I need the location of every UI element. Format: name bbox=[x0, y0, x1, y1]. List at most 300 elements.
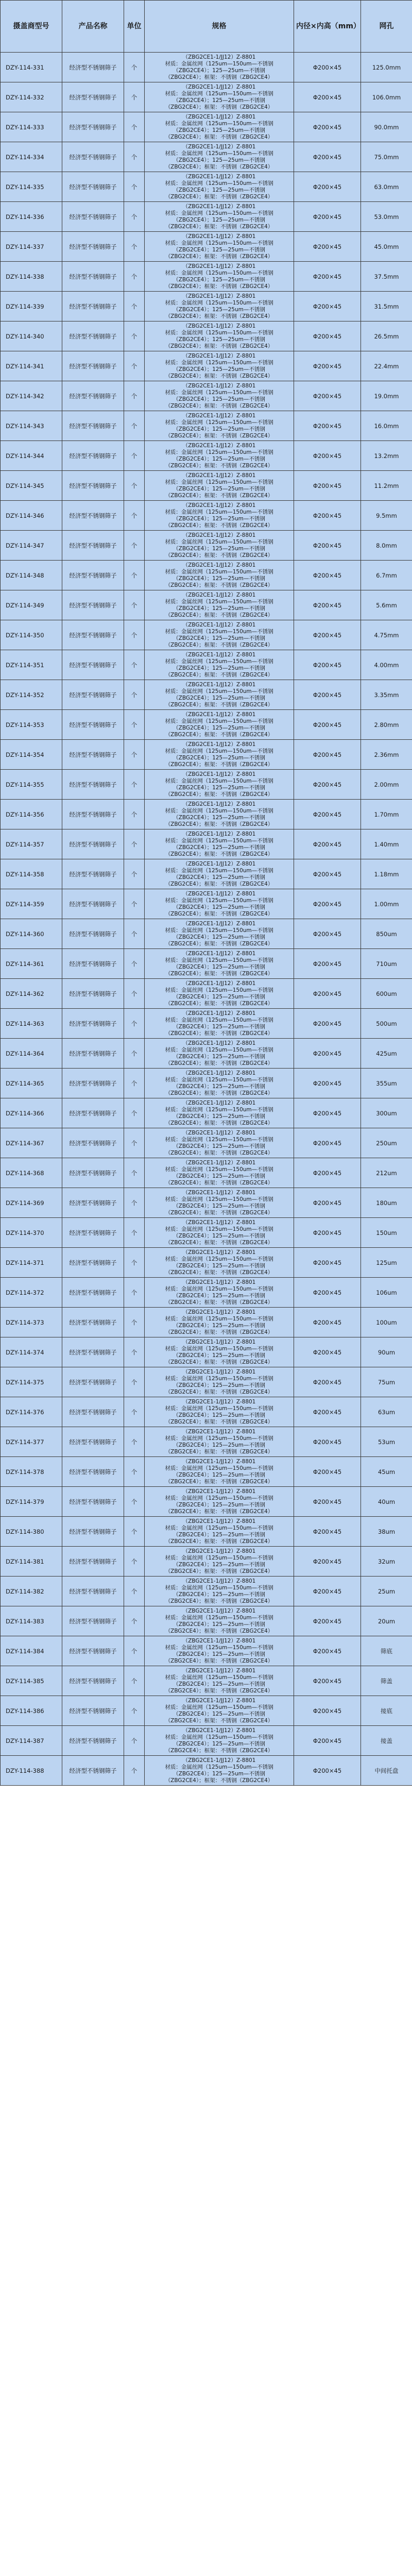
product-mesh: 90um bbox=[361, 1337, 412, 1367]
product-size: Φ200×45 bbox=[294, 740, 361, 770]
product-spec bbox=[145, 1308, 294, 1337]
product-mesh: 2.00mm bbox=[361, 770, 412, 800]
product-mesh: 20um bbox=[361, 1606, 412, 1636]
spec-line: （ZBG2CE1-1/JJ12）Z-8801 bbox=[182, 1099, 256, 1106]
product-code: DZY-114-382 bbox=[1, 1577, 62, 1606]
spec-line: （ZBG2CE1-1/JJ12）Z-8801 bbox=[182, 711, 256, 718]
product-mesh: 8.0mm bbox=[361, 531, 412, 561]
product-spec bbox=[145, 1487, 294, 1517]
product-spec bbox=[145, 1606, 294, 1636]
product-code: DZY-114-360 bbox=[1, 919, 62, 949]
spec-line: （ZBG2CE1-1/JJ12）Z-8801 bbox=[182, 1757, 256, 1764]
product-mesh: 16.0mm bbox=[361, 411, 412, 441]
product-code: DZY-114-361 bbox=[1, 949, 62, 979]
product-name: 经济型不锈钢筛子 bbox=[62, 710, 124, 740]
product-name: 经济型不锈钢筛子 bbox=[62, 471, 124, 501]
product-size: Φ200×45 bbox=[294, 1069, 361, 1098]
product-mesh: 32um bbox=[361, 1547, 412, 1577]
product-unit: 个 bbox=[124, 1397, 145, 1427]
product-size: Φ200×45 bbox=[294, 1427, 361, 1457]
product-unit: 个 bbox=[124, 859, 145, 889]
product-name: 经济型不锈钢筛子 bbox=[62, 949, 124, 979]
product-name: 经济型不锈钢筛子 bbox=[62, 501, 124, 531]
spec-line: （ZBG2CE1-1/JJ12）Z-8801 bbox=[182, 323, 256, 329]
product-unit: 个 bbox=[124, 650, 145, 680]
spec-line: （ZBG2CE4）；125—25um—不锈钢 bbox=[173, 545, 265, 552]
spec-line: 材质：金属丝网（125um—150um—不锈钢 bbox=[165, 1016, 273, 1023]
product-name: 经济型不锈钢筛子 bbox=[62, 202, 124, 232]
product-code: DZY-114-338 bbox=[1, 262, 62, 292]
spec-line: （ZBG2CE4）；框架：不锈钢（ZBG2CE4） bbox=[165, 1687, 273, 1694]
product-unit: 个 bbox=[124, 1098, 145, 1128]
product-name: 经济型不锈钢筛子 bbox=[62, 1547, 124, 1577]
product-name: 经济型不锈钢筛子 bbox=[62, 1636, 124, 1666]
spec-line: （ZBG2CE1-1/JJ12）Z-8801 bbox=[182, 1279, 256, 1285]
product-unit: 个 bbox=[124, 112, 145, 142]
spec-line: 材质：金属丝网（125um—150um—不锈钢 bbox=[165, 837, 273, 844]
product-name: 经济型不锈钢筛子 bbox=[62, 650, 124, 680]
product-unit: 个 bbox=[124, 411, 145, 441]
product-spec bbox=[145, 979, 294, 1009]
spec-line: 材质：金属丝网（125um—150um—不锈钢 bbox=[165, 1465, 273, 1471]
spec-line: （ZBG2CE4）；125—25um—不锈钢 bbox=[173, 1053, 265, 1060]
product-size: Φ200×45 bbox=[294, 531, 361, 561]
product-size: Φ200×45 bbox=[294, 1547, 361, 1577]
header-mesh: 网孔 bbox=[361, 1, 412, 53]
product-mesh: 125.0mm bbox=[361, 53, 412, 82]
spec-line: （ZBG2CE4）；125—25um—不锈钢 bbox=[173, 1202, 265, 1209]
product-mesh: 600um bbox=[361, 979, 412, 1009]
product-mesh: 1.40mm bbox=[361, 829, 412, 859]
spec-line: （ZBG2CE1-1/JJ12）Z-8801 bbox=[182, 980, 256, 987]
spec-line: （ZBG2CE4）；125—25um—不锈钢 bbox=[173, 336, 265, 343]
spec-line: （ZBG2CE1-1/JJ12）Z-8801 bbox=[182, 860, 256, 867]
product-spec bbox=[145, 1337, 294, 1367]
spec-line: （ZBG2CE4）；125—25um—不锈钢 bbox=[173, 814, 265, 821]
spec-line: 材质：金属丝网（125um—150um—不锈钢 bbox=[165, 90, 273, 97]
product-spec bbox=[145, 1128, 294, 1158]
spec-line: 材质：金属丝网（125um—150um—不锈钢 bbox=[165, 299, 273, 306]
table-row bbox=[1, 232, 412, 262]
product-mesh: 300um bbox=[361, 1098, 412, 1128]
spec-line: （ZBG2CE4）；125—25um—不锈钢 bbox=[173, 1770, 265, 1777]
spec-line: （ZBG2CE4）；125—25um—不锈钢 bbox=[173, 993, 265, 1000]
product-size: Φ200×45 bbox=[294, 82, 361, 112]
product-spec bbox=[145, 1397, 294, 1427]
table-row bbox=[1, 1188, 412, 1218]
product-code: DZY-114-363 bbox=[1, 1009, 62, 1039]
spec-line: （ZBG2CE1-1/JJ12）Z-8801 bbox=[182, 1578, 256, 1584]
product-mesh: 4.00mm bbox=[361, 650, 412, 680]
spec-line: 材质：金属丝网（125um—150um—不锈钢 bbox=[165, 628, 273, 635]
product-spec bbox=[145, 1278, 294, 1308]
table-row bbox=[1, 1756, 412, 1786]
product-mesh: 500um bbox=[361, 1009, 412, 1039]
spec-line: 材质：金属丝网（125um—150um—不锈钢 bbox=[165, 1524, 273, 1531]
product-unit: 个 bbox=[124, 1069, 145, 1098]
spec-line: （ZBG2CE4）；125—25um—不锈钢 bbox=[173, 665, 265, 671]
spec-line: 材质：金属丝网（125um—150um—不锈钢 bbox=[165, 1584, 273, 1591]
product-spec bbox=[145, 680, 294, 710]
product-mesh: 106.0mm bbox=[361, 82, 412, 112]
product-name: 经济型不锈钢筛子 bbox=[62, 1128, 124, 1158]
spec-line: （ZBG2CE4）；框架：不锈钢（ZBG2CE4） bbox=[165, 1329, 273, 1335]
product-name: 经济型不锈钢筛子 bbox=[62, 859, 124, 889]
spec-line: （ZBG2CE4）；框架：不锈钢（ZBG2CE4） bbox=[165, 462, 273, 469]
table-row bbox=[1, 82, 412, 112]
spec-line: （ZBG2CE4）；框架：不锈钢（ZBG2CE4） bbox=[165, 1030, 273, 1037]
spec-line: （ZBG2CE1-1/JJ12）Z-8801 bbox=[182, 1548, 256, 1554]
table-row bbox=[1, 1009, 412, 1039]
spec-line: 材质：金属丝网（125um—150um—不锈钢 bbox=[165, 598, 273, 605]
product-mesh: 31.5mm bbox=[361, 292, 412, 321]
table-row bbox=[1, 1577, 412, 1606]
product-code: DZY-114-343 bbox=[1, 411, 62, 441]
table-row bbox=[1, 859, 412, 889]
spec-line: （ZBG2CE1-1/JJ12）Z-8801 bbox=[182, 1368, 256, 1375]
spec-line: （ZBG2CE4）；125—25um—不锈钢 bbox=[173, 485, 265, 492]
product-name: 经济型不锈钢筛子 bbox=[62, 1218, 124, 1248]
spec-line: （ZBG2CE1-1/JJ12）Z-8801 bbox=[182, 741, 256, 748]
product-code: DZY-114-336 bbox=[1, 202, 62, 232]
product-size: Φ200×45 bbox=[294, 292, 361, 321]
table-row bbox=[1, 1397, 412, 1427]
spec-line: （ZBG2CE1-1/JJ12）Z-8801 bbox=[182, 831, 256, 837]
table-row bbox=[1, 1517, 412, 1547]
product-name: 经济型不锈钢筛子 bbox=[62, 82, 124, 112]
product-unit: 个 bbox=[124, 381, 145, 411]
product-size: Φ200×45 bbox=[294, 770, 361, 800]
product-code: DZY-114-344 bbox=[1, 441, 62, 471]
spec-line: 材质：金属丝网（125um—150um—不锈钢 bbox=[165, 269, 273, 276]
spec-line: （ZBG2CE4）；125—25um—不锈钢 bbox=[173, 1681, 265, 1687]
product-unit: 个 bbox=[124, 1756, 145, 1786]
table-row bbox=[1, 172, 412, 202]
product-unit: 个 bbox=[124, 590, 145, 620]
spec-line: （ZBG2CE4）；框架：不锈钢（ZBG2CE4） bbox=[165, 1568, 273, 1574]
product-name: 经济型不锈钢筛子 bbox=[62, 1098, 124, 1128]
table-row bbox=[1, 829, 412, 859]
product-mesh: 180um bbox=[361, 1188, 412, 1218]
spec-line: （ZBG2CE4）；125—25um—不锈钢 bbox=[173, 455, 265, 462]
spec-line: （ZBG2CE4）；框架：不锈钢（ZBG2CE4） bbox=[165, 283, 273, 290]
product-unit: 个 bbox=[124, 740, 145, 770]
product-spec bbox=[145, 1457, 294, 1487]
spec-line: （ZBG2CE4）；125—25um—不锈钢 bbox=[173, 1531, 265, 1538]
product-name: 经济型不锈钢筛子 bbox=[62, 1039, 124, 1069]
spec-line: （ZBG2CE1-1/JJ12）Z-8801 bbox=[182, 1697, 256, 1704]
table-row bbox=[1, 1487, 412, 1517]
product-size: Φ200×45 bbox=[294, 112, 361, 142]
spec-line: （ZBG2CE4）；框架：不锈钢（ZBG2CE4） bbox=[165, 1149, 273, 1156]
product-spec bbox=[145, 800, 294, 829]
spec-line: （ZBG2CE4）；框架：不锈钢（ZBG2CE4） bbox=[165, 761, 273, 768]
product-size: Φ200×45 bbox=[294, 590, 361, 620]
product-unit: 个 bbox=[124, 829, 145, 859]
product-spec bbox=[145, 82, 294, 112]
spec-line: （ZBG2CE1-1/JJ12）Z-8801 bbox=[182, 1727, 256, 1734]
spec-line: 材质：金属丝网（125um—150um—不锈钢 bbox=[165, 1734, 273, 1740]
product-size: Φ200×45 bbox=[294, 1128, 361, 1158]
spec-line: （ZBG2CE4）；框架：不锈钢（ZBG2CE4） bbox=[165, 701, 273, 708]
spec-line: （ZBG2CE4）；125—25um—不锈钢 bbox=[173, 246, 265, 253]
spec-line: （ZBG2CE4）；框架：不锈钢（ZBG2CE4） bbox=[165, 1060, 273, 1066]
product-code: DZY-114-342 bbox=[1, 381, 62, 411]
product-name: 经济型不锈钢筛子 bbox=[62, 321, 124, 351]
spec-line: （ZBG2CE4）；125—25um—不锈钢 bbox=[173, 1083, 265, 1090]
product-unit: 个 bbox=[124, 232, 145, 262]
product-name: 经济型不锈钢筛子 bbox=[62, 1726, 124, 1756]
table-row bbox=[1, 740, 412, 770]
spec-line: （ZBG2CE4）；框架：不锈钢（ZBG2CE4） bbox=[165, 163, 273, 170]
spec-line: （ZBG2CE1-1/JJ12）Z-8801 bbox=[182, 382, 256, 389]
product-code: DZY-114-386 bbox=[1, 1696, 62, 1726]
product-code: DZY-114-374 bbox=[1, 1337, 62, 1367]
table-row bbox=[1, 471, 412, 501]
product-size: Φ200×45 bbox=[294, 351, 361, 381]
spec-line: （ZBG2CE4）；125—25um—不锈钢 bbox=[173, 844, 265, 851]
product-mesh: 6.7mm bbox=[361, 561, 412, 590]
spec-line: （ZBG2CE4）；125—25um—不锈钢 bbox=[173, 724, 265, 731]
product-mesh: 45.0mm bbox=[361, 232, 412, 262]
spec-line: （ZBG2CE4）；框架：不锈钢（ZBG2CE4） bbox=[165, 552, 273, 558]
product-size: Φ200×45 bbox=[294, 501, 361, 531]
spec-line: （ZBG2CE1-1/JJ12）Z-8801 bbox=[182, 143, 256, 150]
spec-line: （ZBG2CE1-1/JJ12）Z-8801 bbox=[182, 1309, 256, 1315]
product-spec bbox=[145, 1218, 294, 1248]
spec-line: （ZBG2CE1-1/JJ12）Z-8801 bbox=[182, 203, 256, 210]
table-row bbox=[1, 979, 412, 1009]
product-size: Φ200×45 bbox=[294, 1636, 361, 1666]
product-code: DZY-114-331 bbox=[1, 53, 62, 82]
spec-line: 材质：金属丝网（125um—150um—不锈钢 bbox=[165, 1704, 273, 1710]
product-mesh: 63.0mm bbox=[361, 172, 412, 202]
product-code: DZY-114-340 bbox=[1, 321, 62, 351]
spec-line: （ZBG2CE1-1/JJ12）Z-8801 bbox=[182, 412, 256, 419]
spec-line: 材质：金属丝网（125um—150um—不锈钢 bbox=[165, 1046, 273, 1053]
product-name: 经济型不锈钢筛子 bbox=[62, 1457, 124, 1487]
spec-line: （ZBG2CE1-1/JJ12）Z-8801 bbox=[182, 1338, 256, 1345]
product-size: Φ200×45 bbox=[294, 1308, 361, 1337]
product-unit: 个 bbox=[124, 53, 145, 82]
product-spec bbox=[145, 471, 294, 501]
spec-line: （ZBG2CE4）；125—25um—不锈钢 bbox=[173, 366, 265, 372]
product-unit: 个 bbox=[124, 1308, 145, 1337]
spec-line: （ZBG2CE1-1/JJ12）Z-8801 bbox=[182, 1219, 256, 1226]
product-spec bbox=[145, 321, 294, 351]
product-size: Φ200×45 bbox=[294, 620, 361, 650]
product-spec bbox=[145, 1666, 294, 1696]
spec-line: 材质：金属丝网（125um—150um—不锈钢 bbox=[165, 1495, 273, 1501]
spec-line: （ZBG2CE4）；框架：不锈钢（ZBG2CE4） bbox=[165, 1209, 273, 1216]
product-spec bbox=[145, 1039, 294, 1069]
product-name: 经济型不锈钢筛子 bbox=[62, 232, 124, 262]
spec-line: （ZBG2CE4）；125—25um—不锈钢 bbox=[173, 605, 265, 612]
product-spec bbox=[145, 1427, 294, 1457]
product-name: 经济型不锈钢筛子 bbox=[62, 142, 124, 172]
product-unit: 个 bbox=[124, 680, 145, 710]
spec-line: （ZBG2CE4）；框架：不锈钢（ZBG2CE4） bbox=[165, 1538, 273, 1545]
product-spec bbox=[145, 232, 294, 262]
product-code: DZY-114-341 bbox=[1, 351, 62, 381]
product-mesh: 26.5mm bbox=[361, 321, 412, 351]
product-unit: 个 bbox=[124, 1188, 145, 1218]
product-code: DZY-114-387 bbox=[1, 1726, 62, 1756]
table-row bbox=[1, 531, 412, 561]
product-unit: 个 bbox=[124, 1606, 145, 1636]
spec-line: （ZBG2CE4）；框架：不锈钢（ZBG2CE4） bbox=[165, 1747, 273, 1754]
product-name: 经济型不锈钢筛子 bbox=[62, 1367, 124, 1397]
product-size: Φ200×45 bbox=[294, 710, 361, 740]
spec-line: （ZBG2CE4）；框架：不锈钢（ZBG2CE4） bbox=[165, 1269, 273, 1276]
spec-line: （ZBG2CE1-1/JJ12）Z-8801 bbox=[182, 1189, 256, 1196]
product-mesh: 63um bbox=[361, 1397, 412, 1427]
table-row bbox=[1, 112, 412, 142]
product-spec bbox=[145, 501, 294, 531]
product-name: 经济型不锈钢筛子 bbox=[62, 1517, 124, 1547]
table-row bbox=[1, 321, 412, 351]
spec-line: （ZBG2CE4）；125—25um—不锈钢 bbox=[173, 575, 265, 582]
product-size: Φ200×45 bbox=[294, 1666, 361, 1696]
product-code: DZY-114-345 bbox=[1, 471, 62, 501]
spec-line: （ZBG2CE4）；框架：不锈钢（ZBG2CE4） bbox=[165, 1448, 273, 1455]
table-row bbox=[1, 441, 412, 471]
spec-line: （ZBG2CE4）；125—25um—不锈钢 bbox=[173, 306, 265, 313]
spec-line: （ZBG2CE1-1/JJ12）Z-8801 bbox=[182, 1488, 256, 1495]
spec-line: 材质：金属丝网（125um—150um—不锈钢 bbox=[165, 1285, 273, 1292]
product-unit: 个 bbox=[124, 1427, 145, 1457]
spec-line: 材质：金属丝网（125um—150um—不锈钢 bbox=[165, 150, 273, 157]
product-mesh: 2.80mm bbox=[361, 710, 412, 740]
product-name: 经济型不锈钢筛子 bbox=[62, 800, 124, 829]
product-mesh: 接盖 bbox=[361, 1726, 412, 1756]
product-spec bbox=[145, 829, 294, 859]
product-spec bbox=[145, 292, 294, 321]
product-code: DZY-114-354 bbox=[1, 740, 62, 770]
product-unit: 个 bbox=[124, 889, 145, 919]
product-name: 经济型不锈钢筛子 bbox=[62, 770, 124, 800]
product-mesh: 125um bbox=[361, 1248, 412, 1278]
product-code: DZY-114-352 bbox=[1, 680, 62, 710]
product-spec bbox=[145, 889, 294, 919]
product-spec bbox=[145, 1517, 294, 1547]
product-code: DZY-114-350 bbox=[1, 620, 62, 650]
spec-line: （ZBG2CE1-1/JJ12）Z-8801 bbox=[182, 113, 256, 120]
spec-line: （ZBG2CE4）；框架：不锈钢（ZBG2CE4） bbox=[165, 104, 273, 110]
spec-line: （ZBG2CE4）；125—25um—不锈钢 bbox=[173, 1740, 265, 1747]
spec-line: （ZBG2CE1-1/JJ12）Z-8801 bbox=[182, 54, 256, 60]
spec-line: （ZBG2CE4）；框架：不锈钢（ZBG2CE4） bbox=[165, 1388, 273, 1395]
product-spec bbox=[145, 620, 294, 650]
product-size: Φ200×45 bbox=[294, 919, 361, 949]
spec-line: （ZBG2CE4）；125—25um—不锈钢 bbox=[173, 1710, 265, 1717]
spec-line: （ZBG2CE4）；125—25um—不锈钢 bbox=[173, 1651, 265, 1657]
product-mesh: 75um bbox=[361, 1367, 412, 1397]
product-spec bbox=[145, 381, 294, 411]
product-spec bbox=[145, 1547, 294, 1577]
product-name: 经济型不锈钢筛子 bbox=[62, 680, 124, 710]
spec-line: （ZBG2CE1-1/JJ12）Z-8801 bbox=[182, 1070, 256, 1076]
product-code: DZY-114-339 bbox=[1, 292, 62, 321]
product-unit: 个 bbox=[124, 1039, 145, 1069]
spec-line: （ZBG2CE1-1/JJ12）Z-8801 bbox=[182, 173, 256, 180]
table-row bbox=[1, 1039, 412, 1069]
product-unit: 个 bbox=[124, 1577, 145, 1606]
product-mesh: 75.0mm bbox=[361, 142, 412, 172]
spec-line: 材质：金属丝网（125um—150um—不锈钢 bbox=[165, 1375, 273, 1382]
product-size: Φ200×45 bbox=[294, 411, 361, 441]
product-unit: 个 bbox=[124, 321, 145, 351]
spec-line: （ZBG2CE4）；框架：不锈钢（ZBG2CE4） bbox=[165, 880, 273, 887]
spec-line: 材质：金属丝网（125um—150um—不锈钢 bbox=[165, 1226, 273, 1232]
product-size: Φ200×45 bbox=[294, 1367, 361, 1397]
product-name: 经济型不锈钢筛子 bbox=[62, 1397, 124, 1427]
product-code: DZY-114-381 bbox=[1, 1547, 62, 1577]
product-size: Φ200×45 bbox=[294, 680, 361, 710]
spec-line: 材质：金属丝网（125um—150um—不锈钢 bbox=[165, 807, 273, 814]
product-size: Φ200×45 bbox=[294, 1457, 361, 1487]
product-unit: 个 bbox=[124, 979, 145, 1009]
spec-line: （ZBG2CE4）；框架：不锈钢（ZBG2CE4） bbox=[165, 940, 273, 947]
product-unit: 个 bbox=[124, 1248, 145, 1278]
product-unit: 个 bbox=[124, 172, 145, 202]
spec-line: （ZBG2CE4）；125—25um—不锈钢 bbox=[173, 216, 265, 223]
product-spec bbox=[145, 650, 294, 680]
product-size: Φ200×45 bbox=[294, 1577, 361, 1606]
product-mesh: 9.5mm bbox=[361, 501, 412, 531]
product-code: DZY-114-372 bbox=[1, 1278, 62, 1308]
spec-line: （ZBG2CE1-1/JJ12）Z-8801 bbox=[182, 532, 256, 538]
table-row bbox=[1, 351, 412, 381]
product-mesh: 53um bbox=[361, 1427, 412, 1457]
product-name: 经济型不锈钢筛子 bbox=[62, 740, 124, 770]
spec-line: （ZBG2CE4）；框架：不锈钢（ZBG2CE4） bbox=[165, 910, 273, 917]
product-name: 经济型不锈钢筛子 bbox=[62, 53, 124, 82]
product-name: 经济型不锈钢筛子 bbox=[62, 1188, 124, 1218]
spec-line: （ZBG2CE4）；125—25um—不锈钢 bbox=[173, 1173, 265, 1179]
table-row bbox=[1, 1098, 412, 1128]
product-unit: 个 bbox=[124, 919, 145, 949]
spec-line: （ZBG2CE4）；框架：不锈钢（ZBG2CE4） bbox=[165, 1777, 273, 1784]
product-unit: 个 bbox=[124, 1696, 145, 1726]
product-spec bbox=[145, 1009, 294, 1039]
spec-line: （ZBG2CE4）；框架：不锈钢（ZBG2CE4） bbox=[165, 343, 273, 349]
spec-line: （ZBG2CE4）；框架：不锈钢（ZBG2CE4） bbox=[165, 74, 273, 80]
product-mesh: 1.00mm bbox=[361, 889, 412, 919]
product-unit: 个 bbox=[124, 82, 145, 112]
product-spec bbox=[145, 1696, 294, 1726]
product-mesh: 212um bbox=[361, 1158, 412, 1188]
spec-line: （ZBG2CE1-1/JJ12）Z-8801 bbox=[182, 771, 256, 777]
spec-line: 材质：金属丝网（125um—150um—不锈钢 bbox=[165, 60, 273, 67]
product-spec bbox=[145, 1248, 294, 1278]
spec-line: 材质：金属丝网（125um—150um—不锈钢 bbox=[165, 1166, 273, 1173]
product-mesh: 100um bbox=[361, 1308, 412, 1337]
product-mesh: 710um bbox=[361, 949, 412, 979]
spec-line: （ZBG2CE4）；框架：不锈钢（ZBG2CE4） bbox=[165, 1090, 273, 1096]
product-unit: 个 bbox=[124, 1487, 145, 1517]
spec-line: 材质：金属丝网（125um—150um—不锈钢 bbox=[165, 538, 273, 545]
table-row bbox=[1, 1128, 412, 1158]
product-mesh: 11.2mm bbox=[361, 471, 412, 501]
product-code: DZY-114-359 bbox=[1, 889, 62, 919]
table-row bbox=[1, 1696, 412, 1726]
product-spec bbox=[145, 919, 294, 949]
product-size: Φ200×45 bbox=[294, 1517, 361, 1547]
spec-line: （ZBG2CE4）；125—25um—不锈钢 bbox=[173, 904, 265, 910]
table-row bbox=[1, 1726, 412, 1756]
product-code: DZY-114-367 bbox=[1, 1128, 62, 1158]
